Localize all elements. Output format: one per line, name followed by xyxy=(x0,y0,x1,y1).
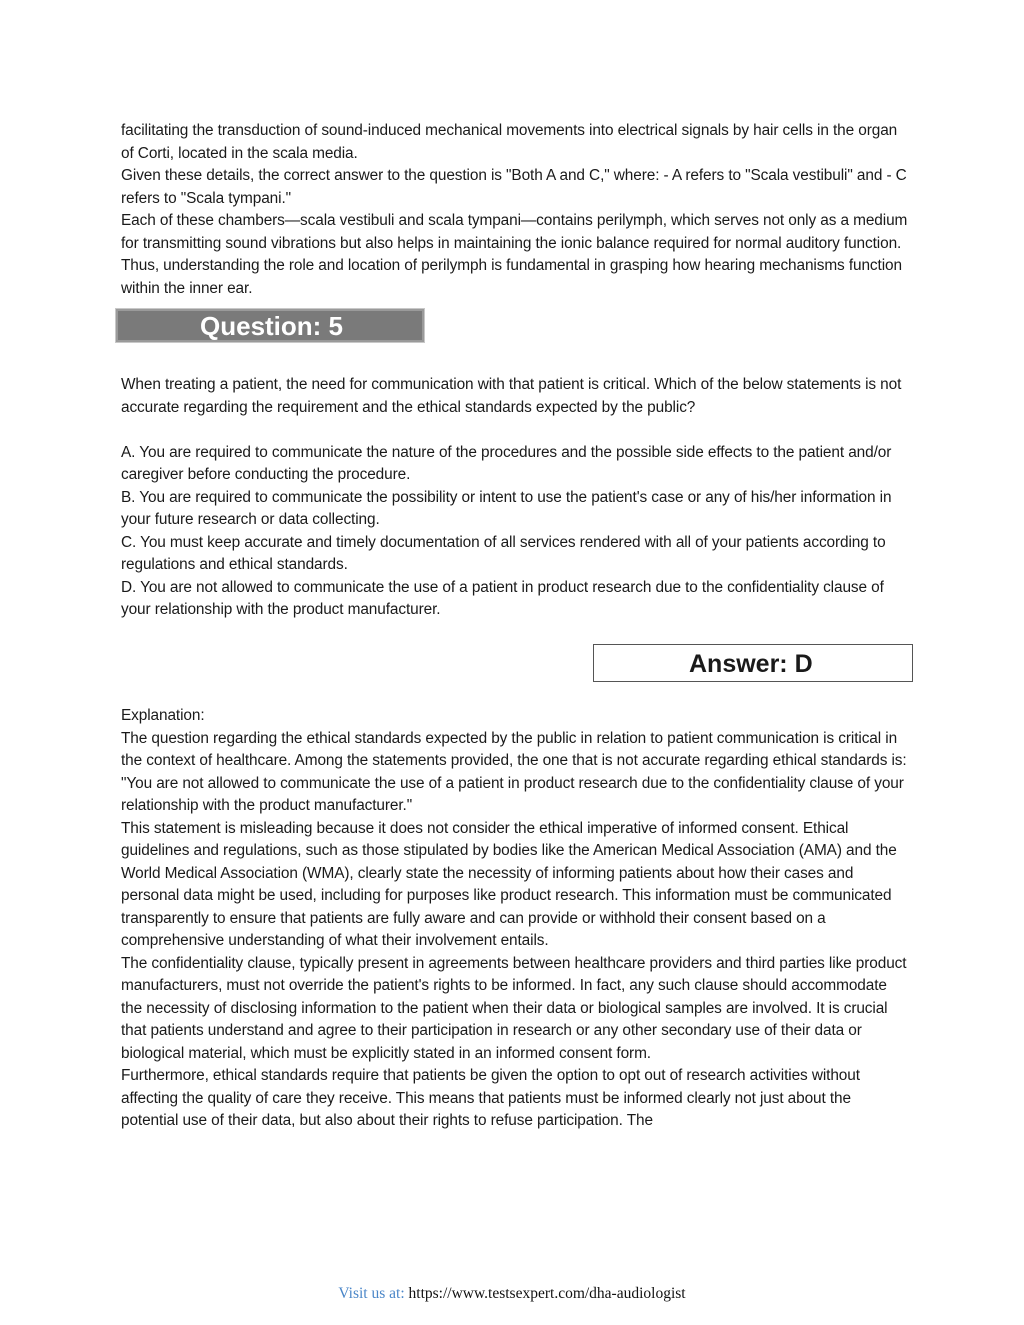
paragraph: facilitating the transduction of sound-induced mechanical movements into electrical signals by hair cells in the organ of Corti, located in the scala media. xyxy=(121,122,898,162)
spacer xyxy=(121,419,911,442)
question-text: When treating a patient, the need for communication with that patient is critical. Which of the below statements is not accurate regarding the requirement and the ethical standards expected by the public? xyxy=(121,376,902,416)
option-a: A. You are required to communicate the nature of the procedures and the possible side effects to the patient and/or caregiver before conducting the procedure. xyxy=(121,443,892,483)
paragraph: Furthermore, ethical standards require that patients be given the option to opt out of research activities without affecting the quality of care they receive. This means that patients must be informed clearly not just about the potential use of their data, but also about their rights to refuse participation. The xyxy=(121,1067,860,1129)
paragraph: This statement is misleading because it does not consider the ethical imperative of informed consent. Ethical guidelines and regulations, such as those stipulated by bodies like the American Medical Association (AMA) and the World Medical Association (WMA), clearly state the necessity of informing patients about how their cases and personal data might be used, including for purposes like product research. This information must be communicated transparently to ensure that patients are fully aware and can provide or withhold their consent based on a comprehensive understanding of what their involvement entails. xyxy=(121,819,897,949)
question-banner xyxy=(115,308,425,343)
question-label: Question: 5 xyxy=(200,311,344,341)
explanation-block xyxy=(121,705,911,1133)
answer-box xyxy=(593,644,913,682)
paragraph: The confidentiality clause, typically present in agreements between healthcare providers and third parties like product manufacturers, must not override the patient's rights to be informed. In fact, any such clause should accommodate the necessity of disclosing information to the patient when their data or biological samples are involved. It is crucial that patients understand and agree to their participation in research or any other secondary use of their data or biological material, which must be explicitly stated in an informed consent form. xyxy=(121,954,907,1062)
footer xyxy=(0,1284,1024,1304)
top-text-block xyxy=(121,120,911,300)
footer-label: Visit us at: xyxy=(338,1285,405,1302)
paragraph: Each of these chambers—scala vestibuli and scala tympani—contains perilymph, which serves not only as a medium for transmitting sound vibrations but also helps in maintaining the ionic balance required for normal auditory function. Thus, understanding the role and location of perilymph is fundamental in grasping how hearing mechanisms function within the inner ear. xyxy=(121,212,908,297)
explanation-heading: Explanation: xyxy=(121,707,205,724)
answer-label: Answer: D xyxy=(689,650,813,678)
option-c: C. You must keep accurate and timely documentation of all services rendered with all of your patients according to regulations and ethical standards. xyxy=(121,533,886,573)
option-d: D. You are not allowed to communicate the use of a patient in product research due to the confidentiality clause of your relationship with the product manufacturer. xyxy=(121,578,884,618)
question-block xyxy=(121,374,911,622)
paragraph: The question regarding the ethical standards expected by the public in relation to patient communication is critical in the context of healthcare. Among the statements provided, the one that is not accurate regarding ethical standards is: "You are not allowed to communicate the use of a patient in product research due to the confidentiality clause of your relationship with the product manufacturer." xyxy=(121,729,907,814)
option-b: B. You are required to communicate the possibility or intent to use the patient's case or any of his/her information in your future research or data collecting. xyxy=(121,488,892,528)
paragraph: Given these details, the correct answer to the question is "Both A and C," where: - A refers to "Scala vestibuli" and - C refers to "Scala tympani." xyxy=(121,167,907,207)
footer-link[interactable]: https://www.testsexpert.com/dha-audiologist xyxy=(408,1285,686,1302)
